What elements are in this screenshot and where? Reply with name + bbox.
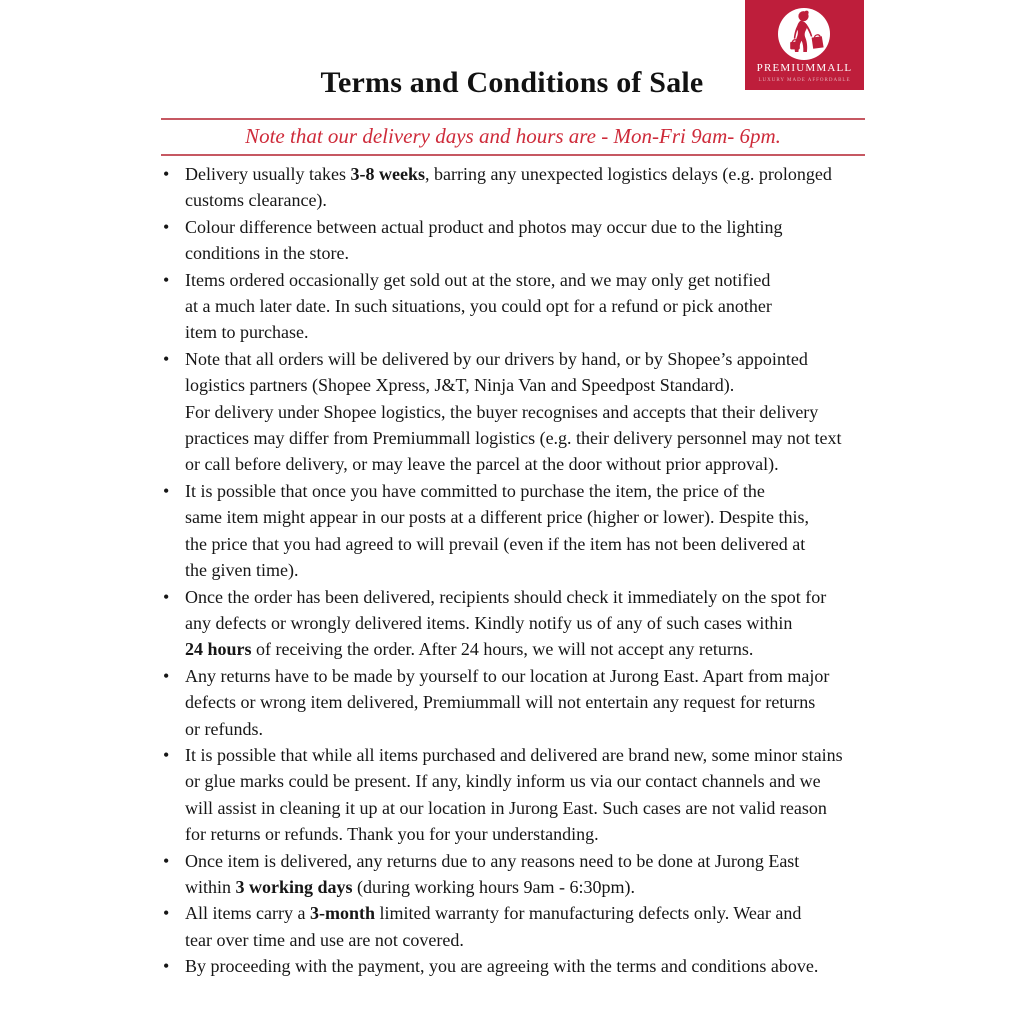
list-item bbox=[161, 584, 877, 663]
bullet-icon: • bbox=[163, 586, 170, 607]
list-item-text: By proceeding with the payment, you are agreeing with the terms and conditions above. bbox=[185, 956, 819, 977]
bullet-icon: • bbox=[163, 665, 170, 686]
list-item-text: Colour difference between actual product and photos may occur due to the lighting conditions in the store. bbox=[185, 216, 783, 264]
terms-list bbox=[161, 161, 877, 980]
list-item-text: Any returns have to be made by yourself to our location at Jurong East. Apart from major defects or wrong item delivered, Premiummall will not entertain any request for returns or refunds. bbox=[185, 665, 830, 739]
list-item-text: It is possible that while all items purchased and delivered are brand new, some minor stains or glue marks could be present. If any, kindly inform us via our contact channels and we will assist in cleaning it up at our location in Jurong East. Such cases are not valid reason for returns or refunds. Thank you for your understanding. bbox=[185, 744, 843, 845]
list-item-text: It is possible that once you have committed to purchase the item, the price of the same item might appear in our posts at a different price (higher or lower). Despite this, the price that you had agreed to will prevail (even if the item has not been delivered at the given time). bbox=[185, 480, 809, 581]
terms-section bbox=[161, 161, 877, 980]
list-item bbox=[161, 848, 877, 901]
bullet-icon: • bbox=[163, 956, 170, 977]
list-item-text: Note that all orders will be delivered by our drivers by hand, or by Shopee’s appointed logistics partners (Shopee Xpress, J&T, Ninja Van and Speedpost Standard). For delivery under Shopee logistics, the buyer recognises and accepts that their delivery practices may differ from Premiummall logistics (e.g. their delivery personnel may not text or call before delivery, or may leave the parcel at the door without prior approval). bbox=[185, 348, 842, 475]
woman-shopper-icon bbox=[778, 8, 830, 60]
delivery-notice: Note that our delivery days and hours are - Mon-Fri 9am- 6pm. bbox=[161, 118, 865, 156]
page-title: Terms and Conditions of Sale bbox=[320, 66, 704, 99]
brand-name: PREMIUMMALL bbox=[756, 62, 853, 74]
list-item-text: Once item is delivered, any returns due to any reasons need to be done at Jurong East within 3 working days (during working hours 9am - 6:30pm). bbox=[185, 850, 800, 897]
brand-tagline: LUXURY MADE AFFORDABLE bbox=[758, 78, 851, 83]
logo-circle bbox=[778, 8, 830, 60]
list-item bbox=[161, 900, 877, 953]
list-item bbox=[161, 267, 877, 346]
list-item bbox=[161, 161, 877, 214]
bullet-icon: • bbox=[163, 269, 170, 290]
list-item bbox=[161, 953, 877, 979]
list-item-text: All items carry a 3-month limited warranty for manufacturing defects only. Wear and tear over time and use are not covered. bbox=[185, 903, 802, 950]
list-item bbox=[161, 346, 877, 478]
bullet-icon: • bbox=[163, 348, 170, 369]
bullet-icon: • bbox=[163, 216, 170, 237]
bullet-icon: • bbox=[163, 480, 170, 501]
list-item bbox=[161, 478, 877, 584]
list-item-text: Once the order has been delivered, recipients should check it immediately on the spot for any defects or wrongly delivered items. Kindly notify us of any of such cases within 24 hours of receiving the order. After 24 hours, we will not accept any returns. bbox=[185, 586, 827, 660]
bullet-icon: • bbox=[163, 903, 170, 924]
list-item bbox=[161, 214, 877, 267]
bullet-icon: • bbox=[163, 850, 170, 871]
list-item-text: Delivery usually takes 3-8 weeks, barring any unexpected logistics delays (e.g. prolonged customs clearance). bbox=[185, 164, 832, 211]
list-item bbox=[161, 663, 877, 742]
bullet-icon: • bbox=[163, 744, 170, 765]
list-item-text: Items ordered occasionally get sold out at the store, and we may only get notified at a much later date. In such situations, you could opt for a refund or pick another item to purchase. bbox=[185, 269, 772, 343]
list-item bbox=[161, 742, 877, 848]
bullet-icon: • bbox=[163, 164, 170, 184]
